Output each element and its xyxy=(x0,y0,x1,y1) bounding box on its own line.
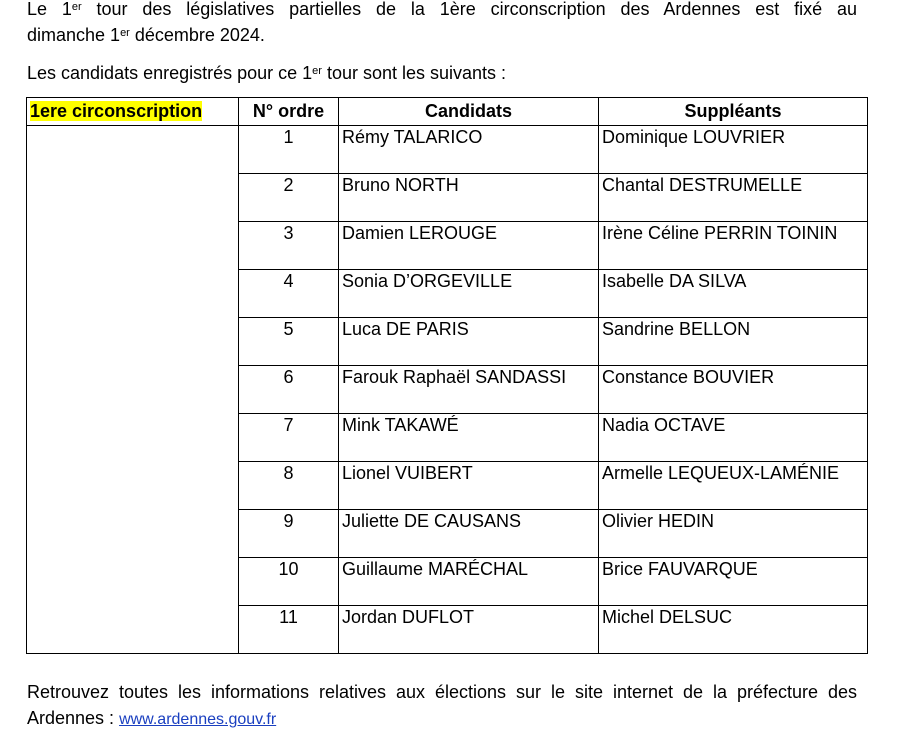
substitute-name: Constance BOUVIER xyxy=(599,366,868,414)
substitute-name: Brice FAUVARQUE xyxy=(599,558,868,606)
substitute-name: Olivier HEDIN xyxy=(599,510,868,558)
candidate-name: Rémy TALARICO xyxy=(339,126,599,174)
substitute-name: Michel DELSUC xyxy=(599,606,868,654)
row-number: 8 xyxy=(239,462,339,510)
intro-paragraph xyxy=(27,0,857,48)
intro-line1-end: tour des législatives partielles de la 1ère circonscription des Ardennes est fixé au xyxy=(81,0,857,19)
header-suppleants: Suppléants xyxy=(599,98,868,126)
substitute-name: Isabelle DA SILVA xyxy=(599,270,868,318)
header-ordre: N° ordre xyxy=(239,98,339,126)
candidate-name: Luca DE PARIS xyxy=(339,318,599,366)
footer-text: Retrouvez toutes les informations relatives aux élections sur le site internet de la préfecture des Ardennes : xyxy=(27,682,857,728)
row-number: 7 xyxy=(239,414,339,462)
substitute-name: Armelle LEQUEUX-LAMÉNIE xyxy=(599,462,868,510)
substitute-name: Dominique LOUVRIER xyxy=(599,126,868,174)
header-circonscription-label: 1ere circonscription xyxy=(30,101,203,121)
row-number: 2 xyxy=(239,174,339,222)
candidate-name: Juliette DE CAUSANS xyxy=(339,510,599,558)
intro-line2-sup: er xyxy=(120,27,130,39)
lead-end: tour sont les suivants : xyxy=(321,63,507,83)
footer-paragraph xyxy=(27,679,857,733)
row-number: 6 xyxy=(239,366,339,414)
row-number: 5 xyxy=(239,318,339,366)
row-number: 1 xyxy=(239,126,339,174)
row-number: 4 xyxy=(239,270,339,318)
candidate-name: Jordan DUFLOT xyxy=(339,606,599,654)
candidate-name: Lionel VUIBERT xyxy=(339,462,599,510)
candidate-name: Farouk Raphaël SANDASSI xyxy=(339,366,599,414)
header-candidats: Candidats xyxy=(339,98,599,126)
substitute-name: Chantal DESTRUMELLE xyxy=(599,174,868,222)
intro-line-2 xyxy=(27,25,265,45)
lead-sentence xyxy=(27,60,857,86)
prefecture-website-link[interactable]: www.ardennes.gouv.fr xyxy=(119,711,277,728)
intro-line1-start: Le 1 xyxy=(27,0,72,19)
candidates-table xyxy=(26,97,868,654)
candidate-name: Damien LEROUGE xyxy=(339,222,599,270)
table-header-row xyxy=(27,98,868,126)
substitute-name: Irène Céline PERRIN TOININ xyxy=(599,222,868,270)
candidate-name: Sonia D’ORGEVILLE xyxy=(339,270,599,318)
lead-start: Les candidats enregistrés pour ce 1 xyxy=(27,63,313,83)
intro-line-1 xyxy=(27,0,857,22)
intro-line2-end: décembre 2024. xyxy=(129,25,265,45)
row-number: 11 xyxy=(239,606,339,654)
substitute-name: Sandrine BELLON xyxy=(599,318,868,366)
lead-sup: er xyxy=(312,65,322,77)
candidate-name: Mink TAKAWÉ xyxy=(339,414,599,462)
circonscription-cell xyxy=(27,126,239,654)
row-number: 10 xyxy=(239,558,339,606)
header-circonscription xyxy=(27,98,239,126)
row-number: 3 xyxy=(239,222,339,270)
substitute-name: Nadia OCTAVE xyxy=(599,414,868,462)
row-number: 9 xyxy=(239,510,339,558)
candidate-name: Guillaume MARÉCHAL xyxy=(339,558,599,606)
intro-line2-start: dimanche 1 xyxy=(27,25,121,45)
table-row xyxy=(27,126,868,174)
intro-line1-sup: er xyxy=(71,1,82,13)
candidate-name: Bruno NORTH xyxy=(339,174,599,222)
